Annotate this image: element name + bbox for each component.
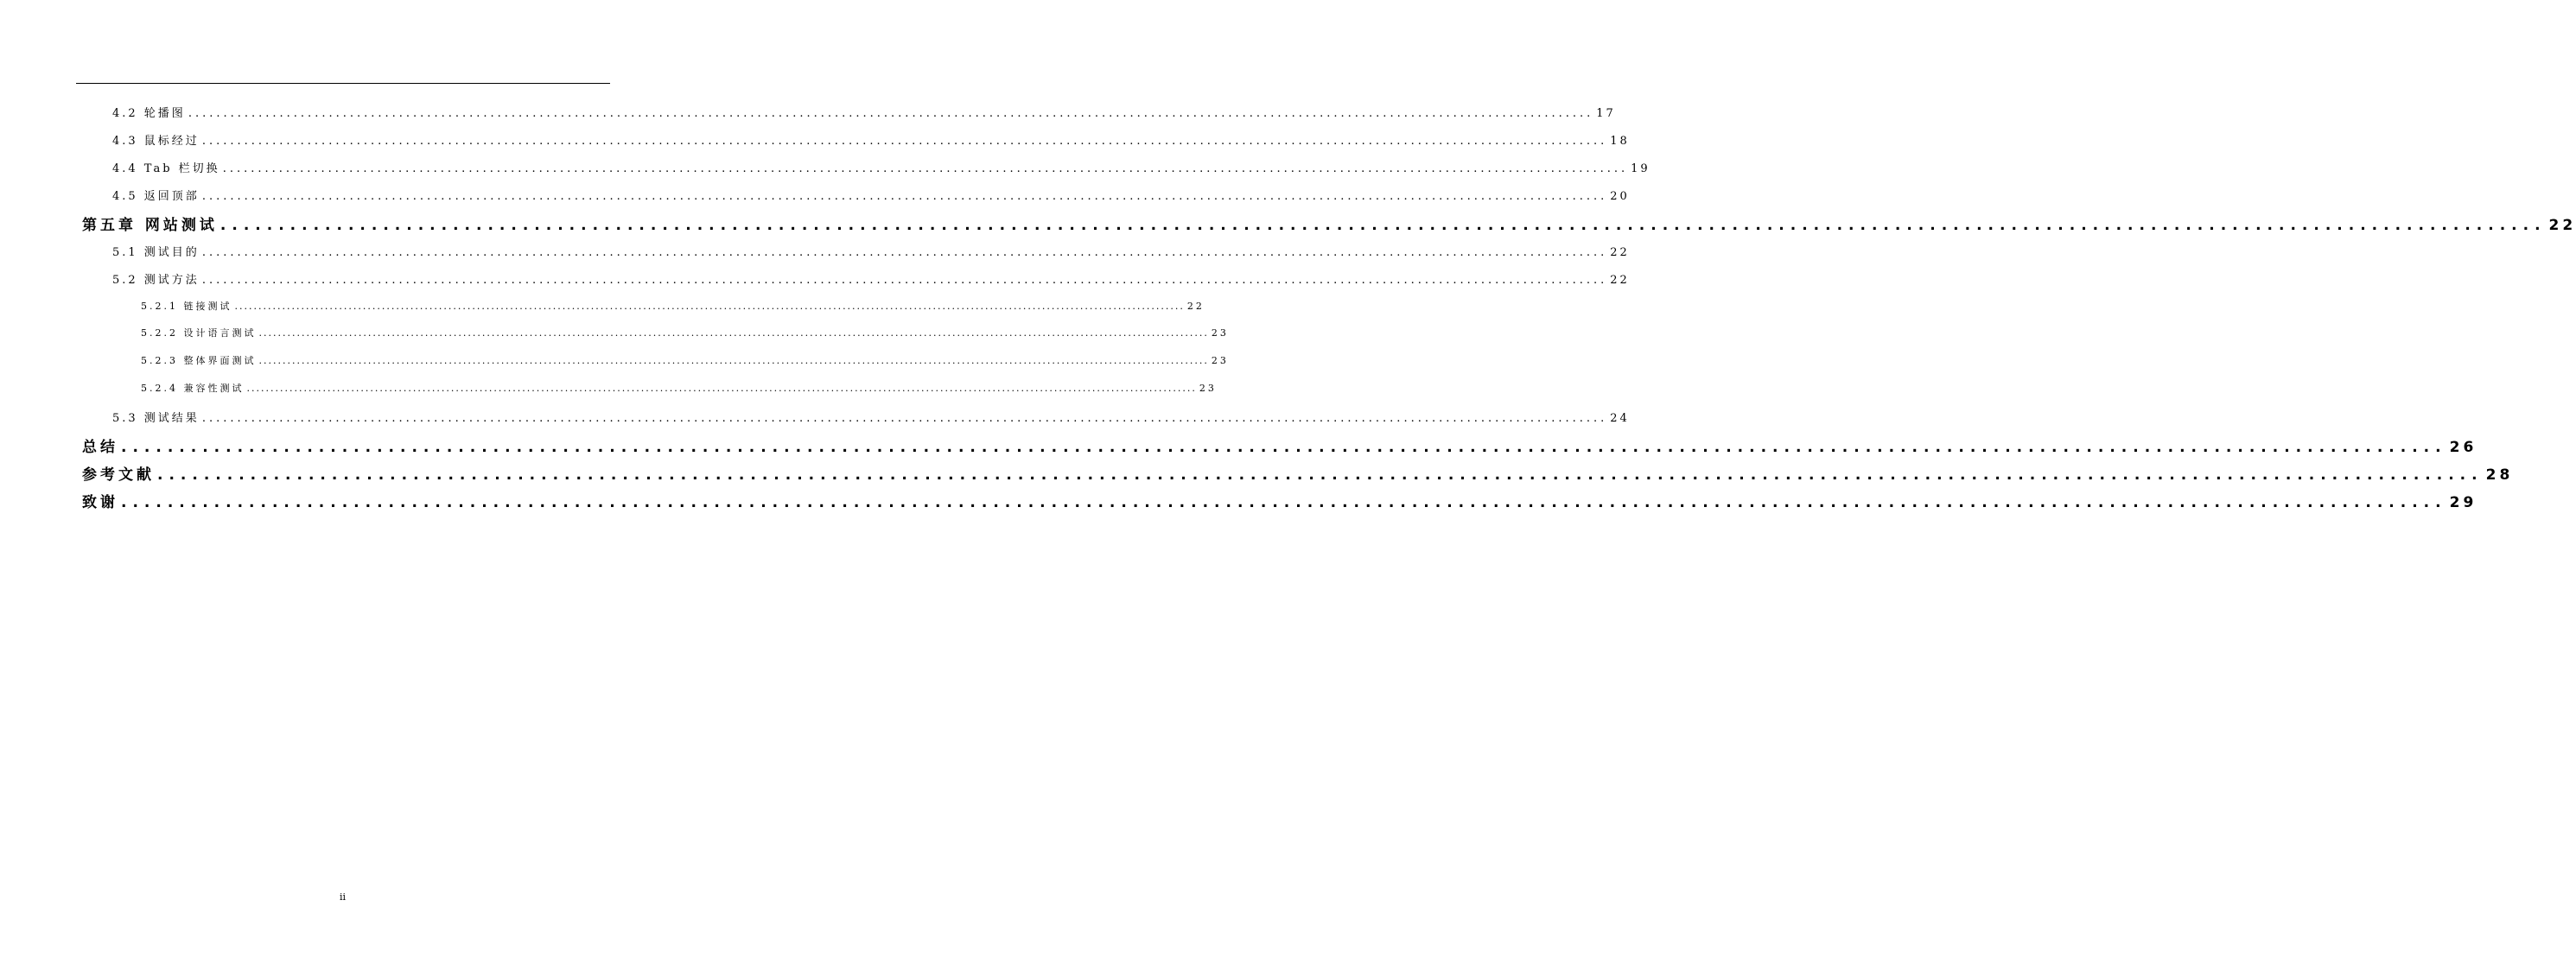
toc-entry-label: 4.2 轮播图 xyxy=(112,107,186,120)
toc-page-number: 22 xyxy=(1610,274,1630,287)
toc-page-number: 22 xyxy=(1610,246,1630,259)
toc-entry-4-3[interactable] xyxy=(112,131,1630,150)
toc-page-number: 28 xyxy=(2485,466,2514,484)
toc-entry-label: 致谢 xyxy=(82,494,118,511)
toc-dot-leader: ........................................................................................................................................................................................................ xyxy=(157,466,2484,484)
toc-dot-leader: ........................................................................................................................................................................................................ xyxy=(219,217,2547,234)
toc-entry-4-5[interactable] xyxy=(112,187,1630,206)
toc-dot-leader: ........................................................................................................................................................................................................ xyxy=(258,327,1209,339)
toc-entry-label: 5.2 测试方法 xyxy=(112,274,200,287)
toc-dot-leader: ........................................................................................................................................................................................................ xyxy=(121,439,2447,456)
toc-entry-label: 总结 xyxy=(82,439,118,456)
toc-entry-5-2-4[interactable] xyxy=(141,381,1217,400)
toc-entry-label: 5.2.4 兼容性测试 xyxy=(141,383,245,394)
toc-page-number: 29 xyxy=(2449,494,2477,511)
toc-page-number: 24 xyxy=(1610,412,1630,425)
toc-dot-leader: ........................................................................................................................................................................................................ xyxy=(201,274,1608,287)
toc-entry-label: 4.4 Tab 栏切换 xyxy=(112,162,220,175)
toc-entry-label: 5.1 测试目的 xyxy=(112,246,200,259)
toc-page-number: 23 xyxy=(1199,383,1217,394)
toc-page-number: 17 xyxy=(1596,107,1616,120)
toc-entry-4-4[interactable] xyxy=(112,159,1651,178)
toc-dot-leader: ........................................................................................................................................................................................................ xyxy=(246,383,1197,394)
toc-entry-5-2-3[interactable] xyxy=(141,353,1229,372)
toc-dot-leader: ........................................................................................................................................................................................................ xyxy=(188,107,1594,120)
toc-dot-leader: ........................................................................................................................................................................................................ xyxy=(201,412,1608,425)
toc-page-number: 19 xyxy=(1631,162,1651,175)
toc-entry-references[interactable] xyxy=(82,462,2514,484)
toc-page-number: 22 xyxy=(1186,301,1205,312)
toc-dot-leader: ........................................................................................................................................................................................................ xyxy=(258,355,1209,366)
toc-entry-summary[interactable] xyxy=(82,434,2477,456)
toc-entry-chapter-5[interactable] xyxy=(82,212,2576,234)
header-rule xyxy=(76,83,610,84)
toc-entry-5-2[interactable] xyxy=(112,270,1630,289)
page-number: ii xyxy=(339,891,347,903)
toc-entry-5-2-1[interactable] xyxy=(141,299,1205,318)
toc-page-number: 26 xyxy=(2449,439,2477,456)
toc-entry-label: 4.3 鼠标经过 xyxy=(112,135,200,148)
toc-page-number: 23 xyxy=(1211,355,1229,366)
toc-entry-acknowledgements[interactable] xyxy=(82,490,2477,511)
toc-entry-label: 4.5 返回顶部 xyxy=(112,190,200,203)
toc-dot-leader: ........................................................................................................................................................................................................ xyxy=(222,162,1629,175)
toc-entry-5-2-2[interactable] xyxy=(141,326,1229,345)
toc-entry-5-1[interactable] xyxy=(112,243,1630,262)
toc-dot-leader: ........................................................................................................................................................................................................ xyxy=(234,301,1185,312)
toc-dot-leader: ........................................................................................................................................................................................................ xyxy=(201,135,1608,148)
toc-dot-leader: ........................................................................................................................................................................................................ xyxy=(201,246,1608,259)
toc-entry-label: 5.3 测试结果 xyxy=(112,412,200,425)
toc-entry-label: 5.2.1 链接测试 xyxy=(141,301,232,312)
toc-entry-5-3[interactable] xyxy=(112,409,1630,428)
toc-entry-label: 5.2.2 设计语言测试 xyxy=(141,327,257,339)
toc-page-number: 22 xyxy=(2548,217,2576,234)
toc-page-number: 23 xyxy=(1211,327,1229,339)
toc-entry-label: 5.2.3 整体界面测试 xyxy=(141,355,257,366)
toc-dot-leader: ........................................................................................................................................................................................................ xyxy=(121,494,2447,511)
toc-page-number: 18 xyxy=(1610,135,1630,148)
toc-page-number: 20 xyxy=(1610,190,1630,203)
toc-entry-label: 第五章 网站测试 xyxy=(82,217,218,234)
toc-entry-4-2[interactable] xyxy=(112,104,1616,123)
toc-dot-leader: ........................................................................................................................................................................................................ xyxy=(201,190,1608,203)
toc-entry-label: 参考文献 xyxy=(82,466,155,484)
